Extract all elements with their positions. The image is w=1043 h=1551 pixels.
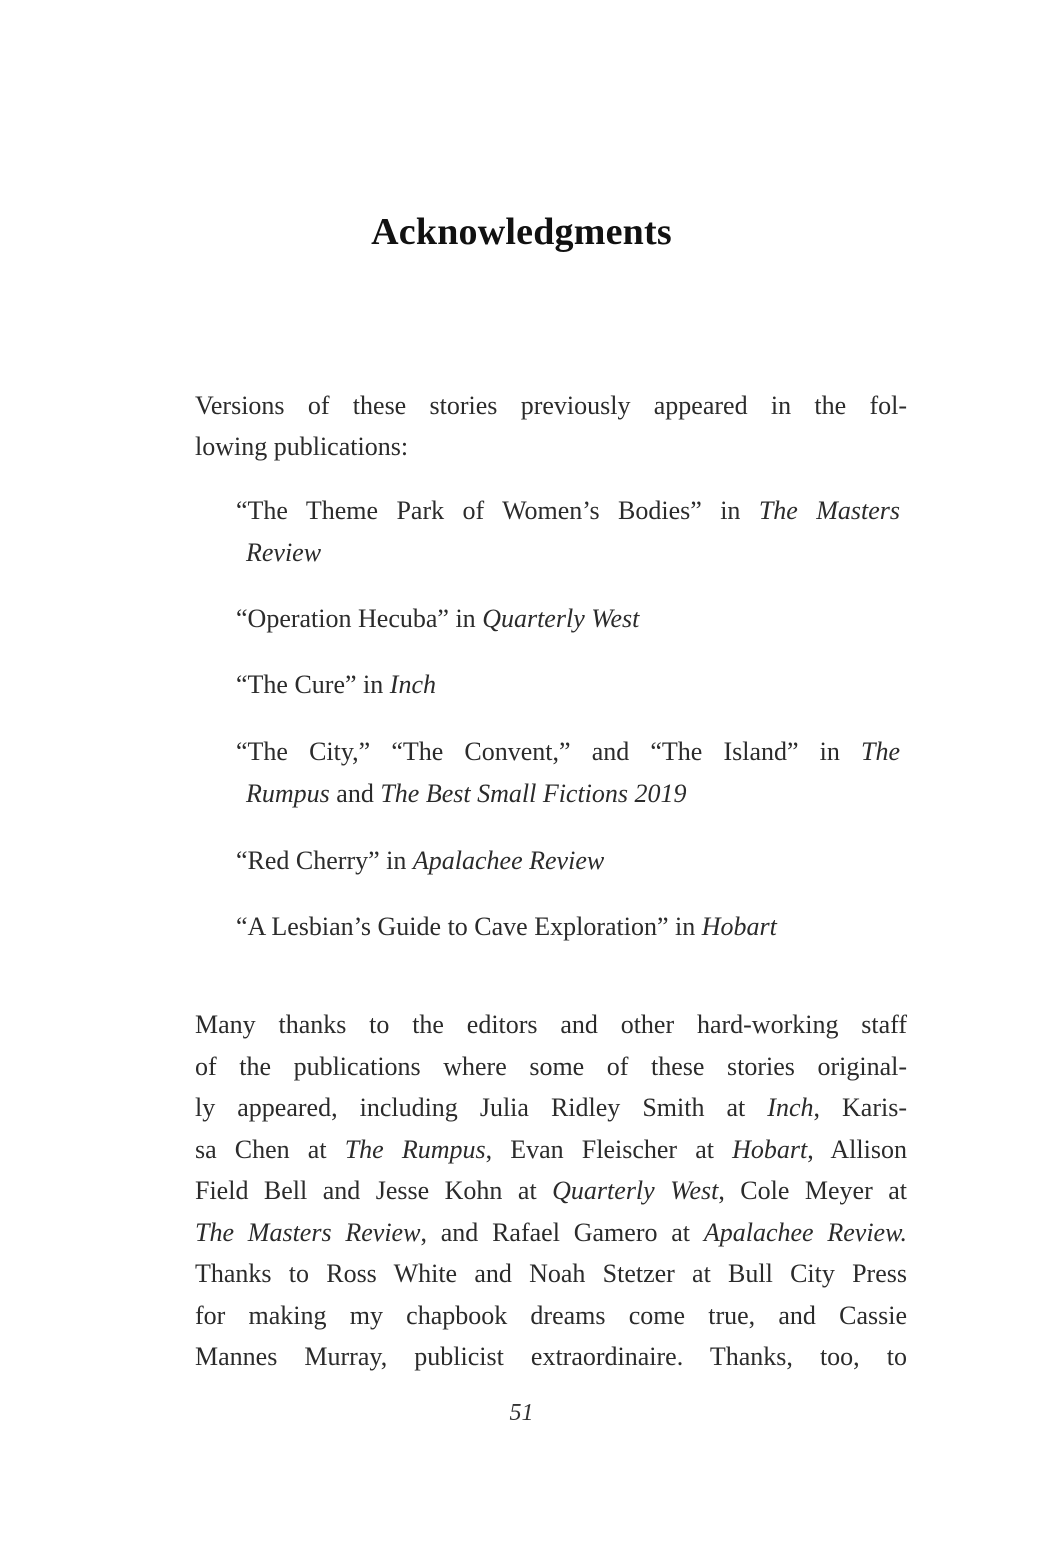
- thanks-line: [195, 1212, 907, 1254]
- story-title: “The City,” “The Convent,” and “The Island”: [236, 737, 799, 766]
- connector-text: in: [668, 912, 702, 941]
- venue-name: Apalachee Review.: [703, 1217, 908, 1247]
- thanks-line: [195, 1170, 907, 1212]
- venue-name: The Masters Review: [195, 1217, 421, 1247]
- page-title: Acknowledgments: [371, 211, 672, 253]
- publication-line: [236, 490, 900, 532]
- venue-name: The Rumpus: [344, 1134, 486, 1164]
- venue-name: The Best Small Fictions 2019: [380, 779, 687, 808]
- page-number: 51: [509, 1400, 534, 1426]
- thanks-line: Thanks to Ross White and Noah Stetzer at Bull City Press: [195, 1259, 907, 1288]
- publication-line: [236, 664, 900, 706]
- publication-item: [236, 490, 900, 574]
- thanks-line: Mannes Murray, publicist extraordinaire. Thanks, too, to: [195, 1342, 907, 1371]
- intro-line-1: Versions of these stories previously appeared in the fol-: [195, 391, 907, 420]
- connector-text: and: [329, 779, 381, 808]
- publication-line: [236, 731, 900, 773]
- publication-line: [236, 840, 900, 882]
- connector-text: in: [356, 670, 390, 699]
- thanks-text: , Cole Meyer at: [718, 1176, 907, 1205]
- publication-item: [236, 731, 900, 815]
- publication-line-continued: [236, 773, 900, 815]
- publication-line-continued: [236, 532, 900, 574]
- venue-name: Hobart: [701, 912, 777, 941]
- story-title: “The Cure”: [236, 670, 357, 699]
- thanks-text: , Evan Fleischer at: [485, 1134, 733, 1164]
- story-title: “Red Cherry”: [236, 846, 380, 875]
- venue-name: Quarterly West: [482, 604, 640, 633]
- venue-name: Hobart: [732, 1134, 808, 1164]
- venue-name: Inch: [389, 670, 436, 699]
- intro-paragraph: [195, 385, 907, 467]
- venue-name: Quarterly West: [552, 1176, 719, 1205]
- thanks-text: , Allison: [807, 1134, 907, 1164]
- publication-item: [236, 906, 900, 948]
- thanks-paragraph: [195, 1004, 907, 1378]
- publication-line: [236, 598, 900, 640]
- intro-line-2: lowing publications:: [195, 432, 409, 461]
- story-title: “A Lesbian’s Guide to Cave Exploration”: [236, 912, 669, 941]
- thanks-text: sa Chen at: [195, 1134, 345, 1164]
- publication-line: [236, 906, 900, 948]
- story-title: “Operation Hecuba”: [236, 604, 449, 633]
- venue-name: Review: [246, 538, 322, 567]
- publication-item: [236, 598, 900, 640]
- connector-text: in: [798, 737, 861, 766]
- thanks-text: Field Bell and Jesse Kohn at: [195, 1176, 553, 1205]
- publication-item: [236, 840, 900, 882]
- connector-text: in: [701, 496, 759, 525]
- thanks-text: ly appeared, including Julia Ridley Smith at: [195, 1093, 768, 1122]
- venue-name: Inch: [767, 1093, 814, 1122]
- thanks-line: [195, 1087, 907, 1129]
- publication-item: [236, 664, 900, 706]
- venue-name: Apalachee Review: [412, 846, 605, 875]
- venue-name: Rumpus: [246, 779, 330, 808]
- thanks-line: of the publications where some of these stories original-: [195, 1051, 907, 1081]
- venue-name: The: [861, 737, 900, 766]
- thanks-line: for making my chapbook dreams come true, and Cassie: [195, 1300, 907, 1330]
- venue-name: The Masters: [758, 496, 900, 525]
- thanks-line: Many thanks to the editors and other hard-working staff: [195, 1010, 907, 1039]
- connector-text: in: [448, 604, 483, 633]
- story-title: “The Theme Park of Women’s Bodies”: [236, 496, 702, 525]
- thanks-line: [195, 1129, 907, 1171]
- thanks-text: , and Rafael Gamero at: [420, 1217, 704, 1247]
- thanks-text: , Karis-: [813, 1093, 907, 1122]
- connector-text: in: [379, 846, 413, 875]
